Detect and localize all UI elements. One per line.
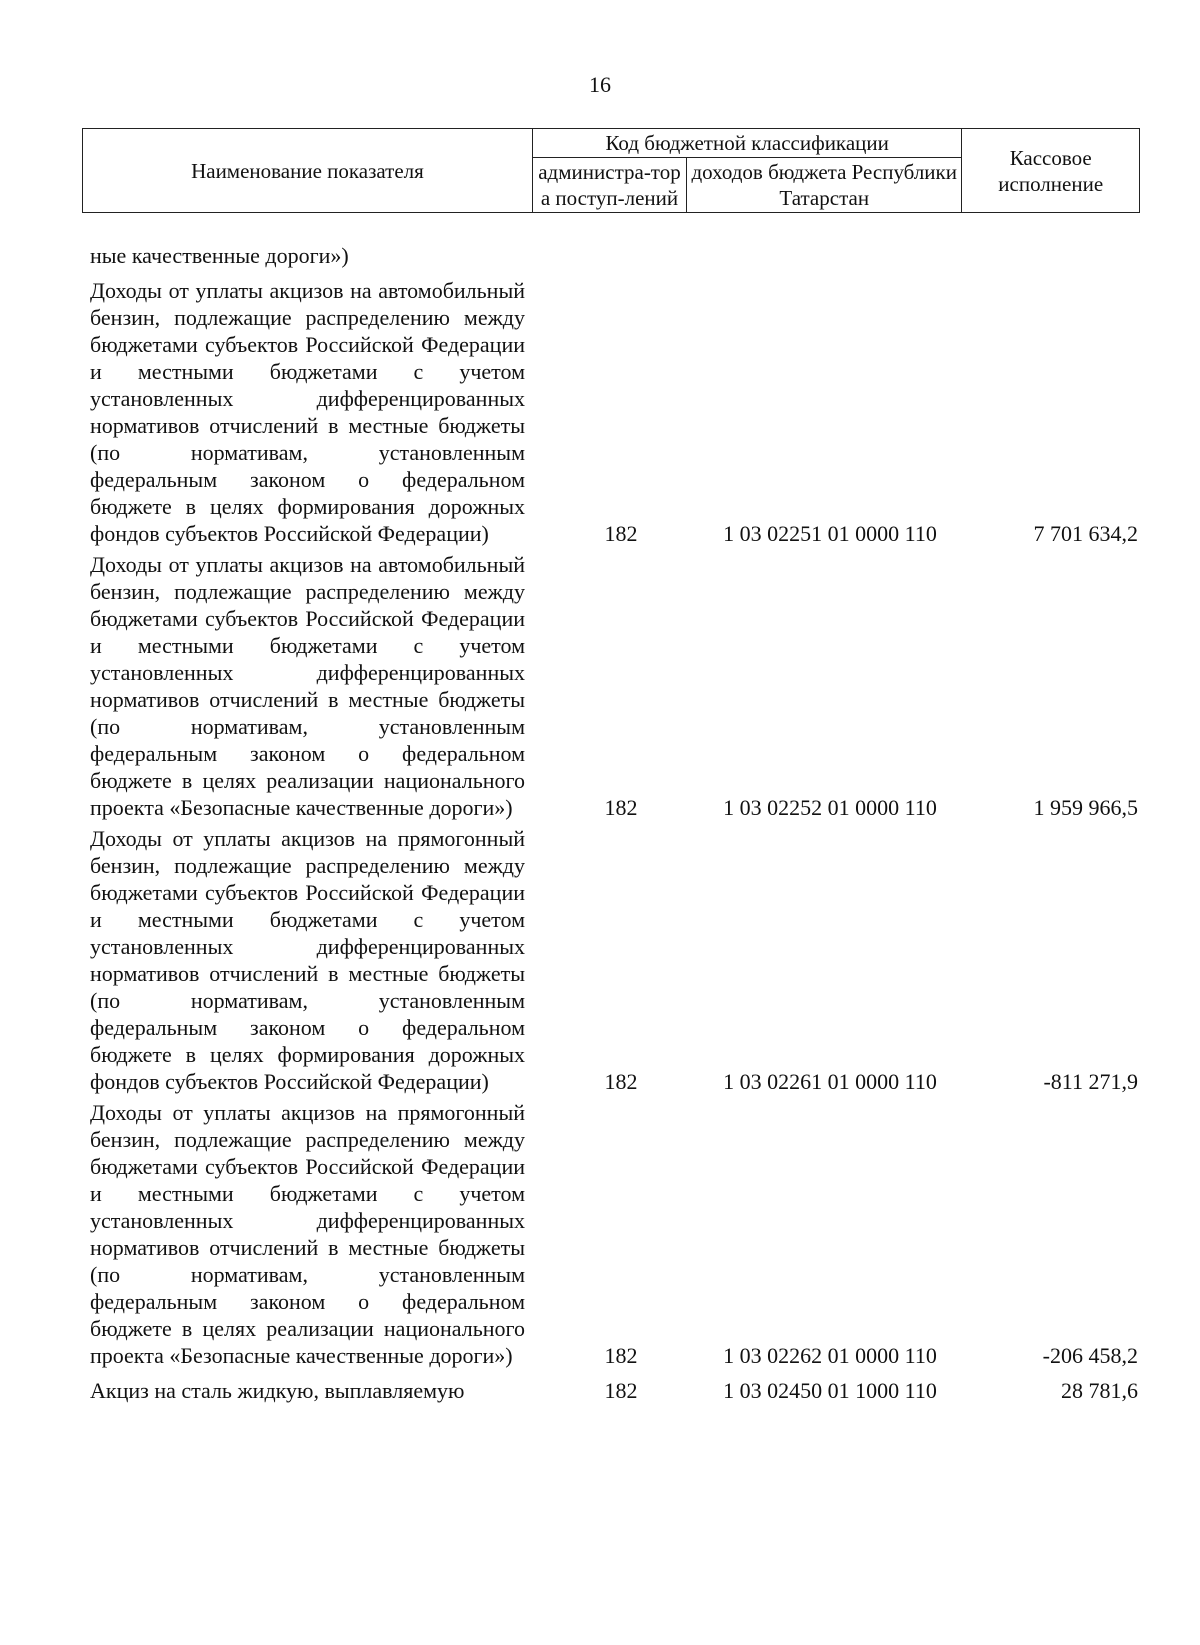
row-admin-code: 182 [604, 1343, 638, 1368]
row-admin-code: 182 [604, 795, 638, 820]
row-income-code: 1 03 02262 01 0000 110 [723, 1343, 937, 1368]
table-row [90, 1099, 1140, 1369]
row-indicator-name: Доходы от уплаты акцизов на прямогонный бензин, подлежащие распределению между бюджетами субъектов Российской Федерации и местными бюджетами с учетом установленных дифференцированных нормативов отчислений в местные бюджеты (по нормативам, установленным федеральным законом о федеральном бюджете в целях формирования дорожных фондов субъектов Российской Федерации) [90, 826, 525, 1094]
table-row [90, 825, 1140, 1095]
table-row [90, 551, 1140, 821]
row-cash-execution: 1 959 966,5 [1033, 795, 1138, 820]
row-indicator-name: Доходы от уплаты акцизов на автомобильный бензин, подлежащие распределению между бюджетами субъектов Российской Федерации и местными бюджетами с учетом установленных дифференцированных нормативов отчислений в местные бюджеты (по нормативам, установленным федеральным законом о федеральном бюджете в целях реализации национального проекта «Безопасные качественные дороги») [90, 552, 525, 820]
row-indicator-name: ные качественные дороги») [90, 243, 349, 268]
header-indicator-name: Наименование показателя [83, 129, 533, 213]
header-budget-classification-code: Код бюджетной классификации [532, 129, 962, 158]
table-body [90, 242, 1140, 1404]
row-income-code: 1 03 02450 01 1000 110 [723, 1378, 937, 1403]
row-indicator-name: Доходы от уплаты акцизов на прямогонный бензин, подлежащие распределению между бюджетами субъектов Российской Федерации и местными бюджетами с учетом установленных дифференцированных нормативов отчислений в местные бюджеты (по нормативам, установленным федеральным законом о федеральном бюджете в целях реализации национального проекта «Безопасные качественные дороги») [90, 1100, 525, 1368]
page-number: 16 [589, 72, 611, 97]
table-row [90, 277, 1140, 547]
table-row [90, 1377, 1140, 1404]
row-indicator-name: Доходы от уплаты акцизов на автомобильный бензин, подлежащие распределению между бюджетами субъектов Российской Федерации и местными бюджетами с учетом установленных дифференцированных нормативов отчислений в местные бюджеты (по нормативам, установленным федеральным законом о федеральном бюджете в целях формирования дорожных фондов субъектов Российской Федерации) [90, 278, 525, 546]
header-budget-revenue: доходов бюджета Республики Татарстан [687, 158, 962, 213]
row-admin-code: 182 [604, 521, 638, 546]
header-cash-execution: Кассовое исполнение [962, 129, 1140, 213]
row-cash-execution: 7 701 634,2 [1033, 521, 1138, 546]
row-cash-execution: -206 458,2 [1042, 1343, 1138, 1368]
row-cash-execution: -811 271,9 [1043, 1069, 1138, 1094]
row-income-code: 1 03 02252 01 0000 110 [723, 795, 937, 820]
row-admin-code: 182 [604, 1069, 638, 1094]
table-row [90, 242, 1140, 269]
row-income-code: 1 03 02261 01 0000 110 [723, 1069, 937, 1094]
table-header [82, 128, 1140, 213]
row-income-code: 1 03 02251 01 0000 110 [723, 521, 937, 546]
row-cash-execution: 28 781,6 [1061, 1378, 1138, 1403]
row-admin-code: 182 [604, 1378, 638, 1403]
row-indicator-name: Акциз на сталь жидкую, выплавляемую [90, 1378, 465, 1403]
header-revenue-administrator: администра-тора поступ-лений [532, 158, 686, 213]
